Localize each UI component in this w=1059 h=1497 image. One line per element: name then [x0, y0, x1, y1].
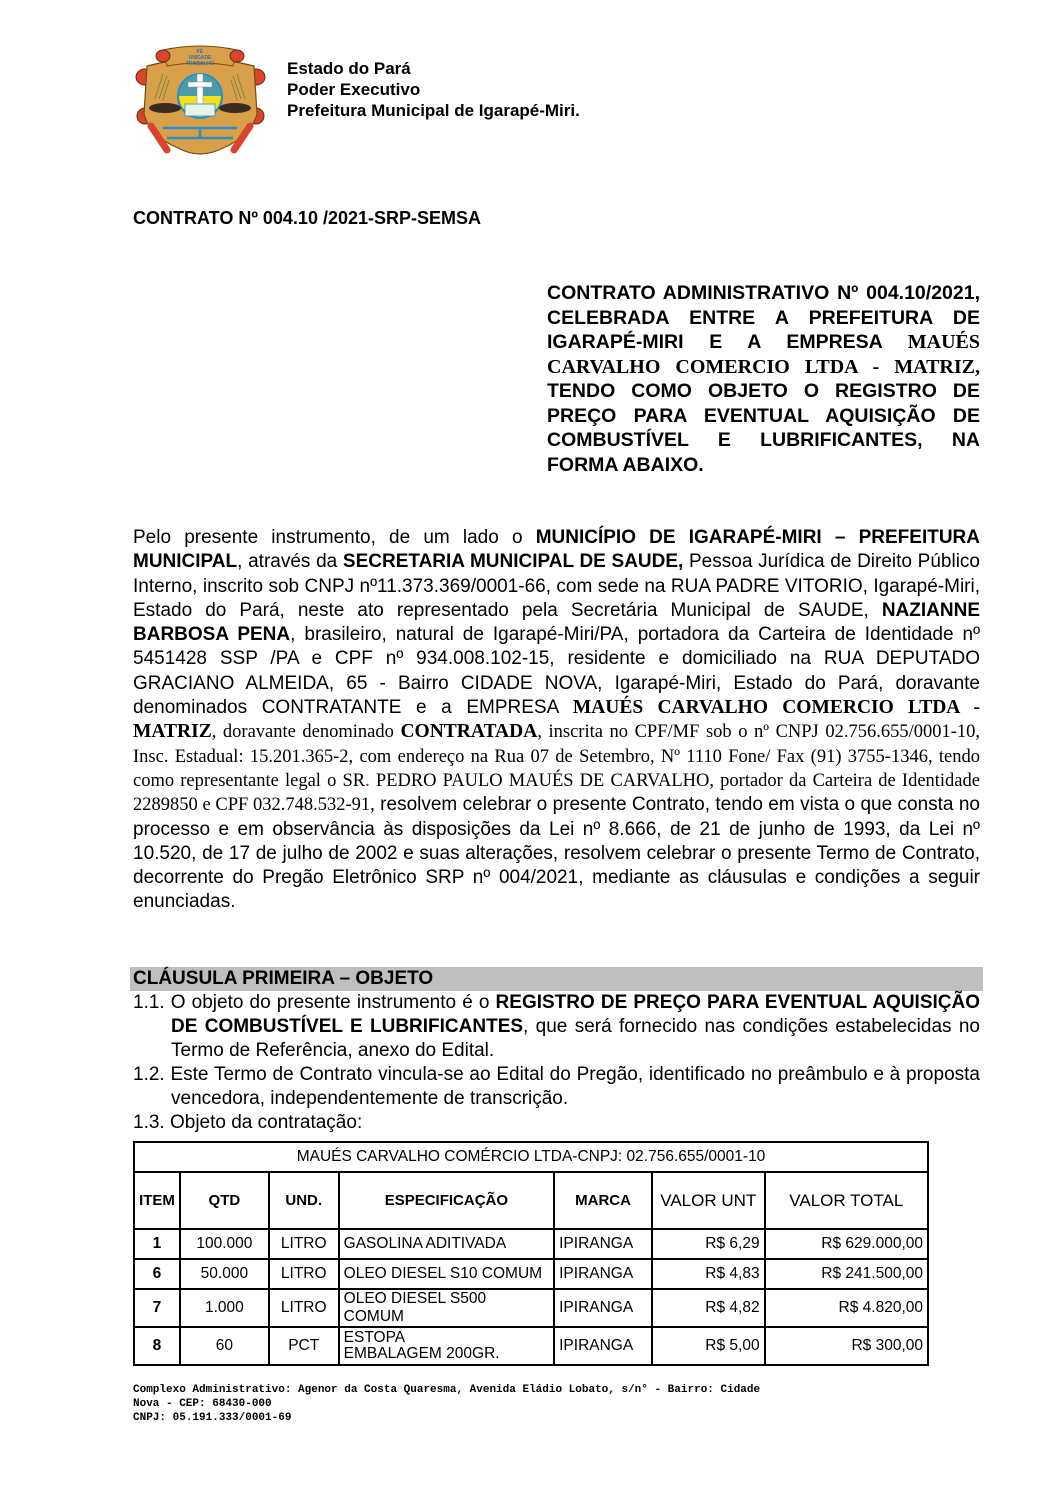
- contract-number-title: CONTRATO Nº 004.10 /2021-SRP-SEMSA: [133, 208, 482, 228]
- cell-spec: OLEO DIESEL S500 COMUM: [339, 1289, 554, 1327]
- cell-marca: IPIRANGA: [554, 1229, 652, 1259]
- cell-und: LITRO: [269, 1289, 339, 1327]
- summary-part-2: TENDO COMO OBJETO O REGISTRO DE PREÇO PARA EVENTUAL AQUISIÇÃO DE COMBUSTÍVEL E LUBRIFICANTES, NA FORMA ABAIXO.: [547, 380, 980, 476]
- preamble-text: Pessoa Jurídica de Direito Público Interno, inscrito sob CNPJ nº11.373.369/0001-66, com sede na RUA PADRE VITORIO, Igarapé-Miri, Estado do Pará, neste ato representado pela Secretária Municipal de SAUDE,: [133, 551, 980, 621]
- clause-one-items: [133, 991, 980, 1135]
- table-header-row: [134, 1172, 928, 1229]
- cell-item: 6: [134, 1259, 180, 1289]
- col-spec: ESPECIFICAÇÃO: [339, 1172, 554, 1229]
- letterhead-prefecture: Prefeitura Municipal de Igarapé-Miri.: [287, 101, 580, 120]
- col-valor-total: VALOR TOTAL: [765, 1172, 928, 1229]
- cell-qtd: 100.000: [180, 1229, 269, 1259]
- letterhead-power: Poder Executivo: [287, 80, 421, 99]
- cell-unit-price: R$ 5,00: [652, 1327, 765, 1365]
- cell-qtd: 50.000: [180, 1259, 269, 1289]
- summary-company-name: MAUÉS CARVALHO COMERCIO LTDA - MATRIZ,: [547, 331, 980, 378]
- cell-und: LITRO: [269, 1259, 339, 1289]
- item-text: O objeto do presente instrumento é o: [170, 992, 496, 1013]
- crest-icon: [133, 44, 268, 162]
- contract-items-table: [133, 1141, 929, 1366]
- item-text: , que será fornecido nas condições estabelecidas no Termo de Referência, anexo do Edital.: [171, 1016, 980, 1061]
- preamble-secretariat: SECRETARIA MUNICIPAL DE SAUDE,: [342, 551, 684, 573]
- col-qtd: QTD: [180, 1172, 269, 1229]
- cell-und: PCT: [269, 1327, 339, 1365]
- preamble-text: , através da: [237, 551, 343, 573]
- clause-item-1-3: [133, 1111, 980, 1135]
- cell-total-price: R$ 300,00: [765, 1327, 928, 1365]
- cell-unit-price: R$ 6,29: [652, 1229, 765, 1259]
- cell-unit-price: R$ 4,82: [652, 1289, 765, 1327]
- svg-text:FÉ: FÉ: [196, 49, 204, 55]
- preamble-text: Pelo presente instrumento, de um lado o: [133, 527, 536, 548]
- table-row: [134, 1289, 928, 1327]
- footer-address: Complexo Administrativo: Agenor da Costa Quaresma, Avenida Eládio Lobato, s/n° - Bairro: Cidade: [133, 1384, 761, 1396]
- cell-qtd: 1.000: [180, 1289, 269, 1327]
- cell-spec: OLEO DIESEL S10 COMUM: [339, 1259, 554, 1289]
- cell-spec: GASOLINA ADITIVADA: [339, 1229, 554, 1259]
- table-row: [134, 1259, 928, 1289]
- page-footer: [133, 1383, 760, 1425]
- clause-one-heading: CLÁUSULA PRIMEIRA – OBJETO: [133, 968, 434, 989]
- letterhead: [287, 58, 580, 121]
- summary-part-1: CONTRATO ADMINISTRATIVO Nº 004.10/2021, CELEBRADA ENTRE A PREFEITURA DE IGARAPÉ-MIRI E A EMPRESA: [547, 282, 980, 353]
- clause-item-1-1: [133, 991, 980, 1063]
- col-marca: MARCA: [554, 1172, 652, 1229]
- cell-item: 8: [134, 1327, 180, 1365]
- cell-qtd: 60: [180, 1327, 269, 1365]
- preamble-contracted-label: CONTRATADA: [400, 721, 538, 743]
- preamble-representative: PEDRO PAULO MAUÉS DE CARVALHO, portador da Carteira de Identidade 2289850 e CPF 032.748.532-91,: [133, 770, 980, 816]
- preamble-text: , inscrita no CPF/MF sob o nº CNPJ 02.756.655/0001-10, Insc. Estadual: 15.201.365-2, com endereço na Rua 07 de Setembro, Nº 1110 Fone/ Fax (91) 3755-1346, tendo como representante legal o SR: [133, 722, 980, 791]
- item-bold-text: REGISTRO DE PREÇO PARA EVENTUAL AQUISIÇÃO DE COMBUSTÍVEL E LUBRIFICANTES: [171, 992, 980, 1037]
- cell-unit-price: R$ 4,83: [652, 1259, 765, 1289]
- cell-total-price: R$ 241.500,00: [765, 1259, 928, 1289]
- preamble-red-dot: .: [365, 770, 370, 791]
- footer-cnpj: CNPJ: 05.191.333/0001-69: [133, 1412, 292, 1424]
- cell-total-price: R$ 4.820,00: [765, 1289, 928, 1327]
- cell-marca: IPIRANGA: [554, 1289, 652, 1327]
- clause-item-1-2: [133, 1063, 980, 1111]
- item-text: Este Termo de Contrato vincula-se ao Edital do Pregão, identificado no preâmbulo e à proposta vencedora, independentemente de transcrição.: [170, 1064, 980, 1109]
- cell-total-price: R$ 629.000,00: [765, 1229, 928, 1259]
- cell-spec: ESTOPA EMBALAGEM 200GR.: [339, 1327, 554, 1365]
- col-item: ITEM: [134, 1172, 180, 1229]
- footer-cep: Nova - CEP: 68430-000: [133, 1398, 272, 1410]
- cell-item: 7: [134, 1289, 180, 1327]
- preamble-paragraph: [133, 526, 980, 915]
- cell-marca: IPIRANGA: [554, 1327, 652, 1365]
- preamble-text: resolvem celebrar o presente Contrato, tendo em vista o que consta no processo e em observância às disposições da Lei nº 8.666, de 21 de junho de 1993, da Lei nº 10.520, de 17 de julho de 2002 e suas alterações, resolvem celebrar o presente Termo de Contrato, decorrente do Pregão Eletrônico SRP nº 004/2021, mediante as cláusulas e condições a seguir enunciadas.: [133, 794, 980, 913]
- preamble-text: , doravante denominado: [211, 722, 401, 743]
- col-und: UND.: [269, 1172, 339, 1229]
- col-valor-unt: VALOR UNT: [652, 1172, 765, 1229]
- preamble-secretary-name: NAZIANNE BARBOSA PENA: [133, 599, 980, 646]
- item-number: 1.1.: [133, 992, 171, 1013]
- cell-item: 1: [134, 1229, 180, 1259]
- svg-text:TRABALHO: TRABALHO: [185, 61, 215, 67]
- municipal-crest-logo: [133, 44, 268, 162]
- letterhead-state: Estado do Pará: [287, 59, 411, 78]
- contract-summary: [547, 281, 980, 477]
- item-text: Objeto da contratação:: [169, 1112, 363, 1133]
- table-company-header: MAUÉS CARVALHO COMÉRCIO LTDA-CNPJ: 02.756.655/0001-10: [134, 1142, 928, 1172]
- item-number: 1.2.: [133, 1064, 171, 1085]
- svg-text:UNIDADE: UNIDADE: [188, 55, 212, 61]
- table-company-row: [134, 1142, 928, 1172]
- preamble-company-name: MAUÉS CARVALHO COMERCIO LTDA - MATRIZ: [133, 697, 980, 743]
- item-number: 1.3.: [133, 1112, 170, 1133]
- preamble-text: , brasileiro, natural de Igarapé-Miri/PA, portadora da Carteira de Identidade nº 5451428 SSP /PA e CPF nº 934.008.102-15, residente e domiciliado na RUA DEPUTADO GRACIANO ALMEIDA, 65 - Bairro CIDADE NOVA, Igarapé-Miri, Estado do Pará, doravante denominados CONTRATANTE e a EMPRESA: [133, 624, 981, 719]
- cell-marca: IPIRANGA: [554, 1259, 652, 1289]
- table-row: [134, 1327, 928, 1365]
- cell-und: LITRO: [269, 1229, 339, 1259]
- table-row: [134, 1229, 928, 1259]
- preamble-municipality: MUNICÍPIO DE IGARAPÉ-MIRI – PREFEITURA MUNICIPAL: [133, 527, 981, 573]
